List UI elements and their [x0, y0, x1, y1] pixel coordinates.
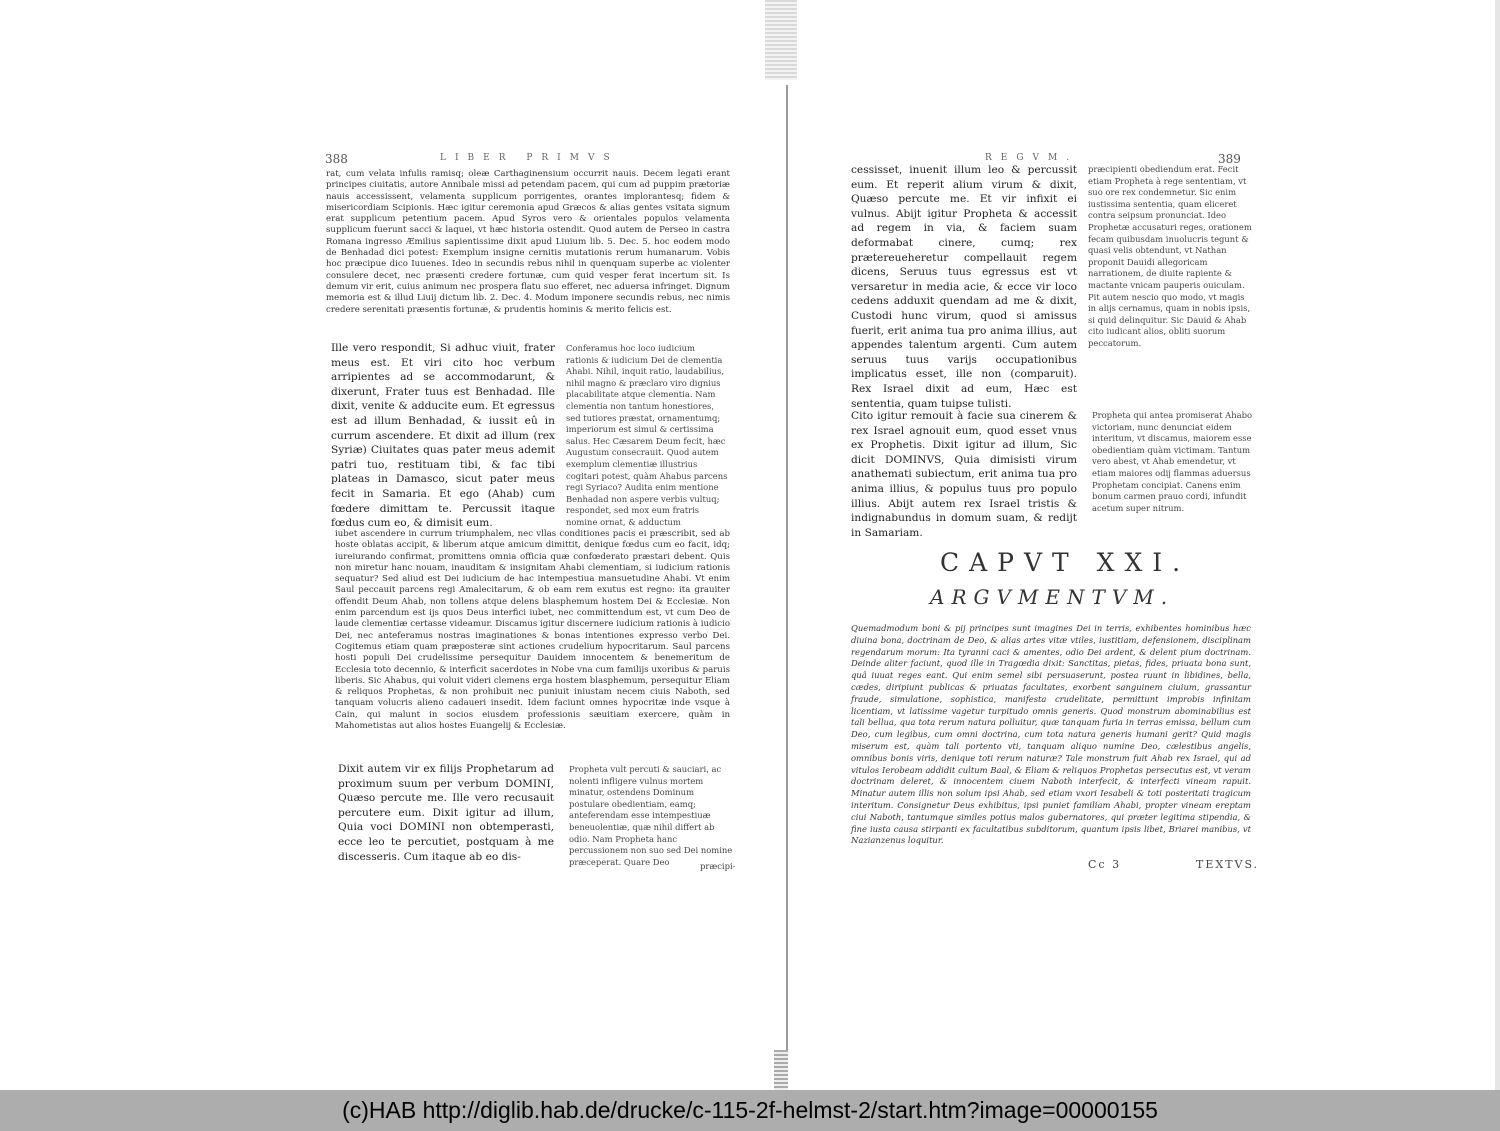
binding-gutter-top	[765, 0, 797, 80]
chapter-title: CAPVT XXI.	[940, 548, 1191, 577]
left-top-commentary: rat, cum velata infulis ramisq; oleæ Carthaginensium occurrit nauis. Decem legati erant principes ciuitatis, autore Annibale missi ad petendam pacem, qui cum ad puppim prætoriæ nauis accessissent, velamenta supplicum porrigentes, orantes implorantesq; fidem & misericordiam Scipionis. Hæc igitur ceremonia apud Græcos & alias gentes vsitata signum erat supplicum petentium pacem. Apud Syros vero & orientales populos velamenta supplicum fuerunt sacci & laquei, vt hæc historia ostendit. Quod autem de Perseo in castra Romana ingresso Æmilius sapientissime dixit apud Liuium lib. 5. Dec. 5. hoc eodem modo de Benhadad dici potest: Exemplum insigne cernitis mutationis rerum humanarum. Vobis hoc præcipue dico Iuuenes. Ideo in secundis rebus nihil in quenquam superbe ac violenter consulere decet, nec præsenti credere fortunæ, cum quid vesper ferat incertum sit. Is demum vir erit, cuius animum nec prospera flatu suo efferet, nec aduersa infringet. Dignum memoria est & illud Liuij dictum lib. 2. Dec. 4. Modum imponere secundis rebus, nec nimis credere serenitati præsentis fortunæ, & prudentis hominis & merito felicis est.	[326, 169, 730, 315]
right-margin-note-1: præcipienti obediendum erat. Fecit etiam Propheta à rege sententiam, vt suo ore rex condemnetur. Sic enim iustissima sententia, quam eliceret contra seipsum pronunciat. Ideo Prophetæ accusaturi reges, orationem fecam quibusdam inuolucris tegunt & quasi velis obtendunt, vt Nathan proponit Dauidi allegoricam narrationem, de diuite rapiente & mactante vnicam pauperis ouiculam. Pit autem nescio quo modo, vt magis in alijs cernamus, quam in nobis ipsis, si quid delinquitur. Sic Dauid & Ahab cito iudicant alios, obliti suorum peccatorum.	[1088, 164, 1252, 348]
signature-mark: Cc 3	[1088, 858, 1122, 871]
argument-title: ARGVMENTVM.	[930, 585, 1175, 609]
right-scripture-block-1: cessisset, inuenit illum leo & percussit eum. Et reperit alium virum & dixit, Quæso percute me. Et vir infixit ei vulnus. Abijt igitur Propheta & accessit ad regem in via, & faciem suam deformabat cinere, cumq; rex prætereueheretur compellauit regem dicens, Seruus tuus egressus est vt versaretur in media acie, & ecce vir loco cedens adduxit quendam ad me & dixit, Custodi hunc virum, quod si amissus fuerit, erit anima tua pro anima illius, aut appendes talentum argenti. Cum autem seruus tuus varijs occupationibus implicatus esset, ille non (comparuit). Rex Israel dixit ad eum, Hæc est sententia, quam tuipse tulisti.	[851, 164, 1077, 410]
right-margin-note-2: Propheta qui antea promiserat Ahabo victoriam, nunc denunciat eidem interitum, vt discamus, maiorem esse obedientiam quàm victimam. Tantum vero abest, vt Ahab emendetur, vt etiam maiores odij flammas aduersus Prophetam concipiat. Canens enim bonum carmen prauo cordi, infundit acetum super nitrum.	[1092, 410, 1253, 513]
left-commentary-2: iubet ascendere in currum triumphalem, nec vllas conditiones pacis ei præscribit, sed ab hoste oblatas accipit, & liberum atque amicum dimittit, denique fœdus cum eo facit, idq; iureiurando confirmat, promittens omnia officia quæ confœderato præstari debent. Quis non miretur hanc nouam, inauditam & insignitam Ahabi clementiam, si iudicium rationis sequatur? Sed aliud est Dei iudicium de hac intempestiua mansuetudine Ahabi. Vt enim Saul peccauit parcens regi Amalecitarum, & ob eam rem exutus est regno: ita grauiter offendit Deum Ahab, non tollens atque delens blasphemum hostem Dei & Ecclesiæ. Non enim parcendum est ijs quos Deus interfici iubet, nec committendum est, vt cum Deo de laude clementiæ certasse videamur. Discamus igitur discernere iudicium rationis à iudicio Dei, nec anteferamus nostras imaginationes & bonas intentiones expresso verbo Dei. Cogitemus etiam quam præposteræ sint actiones crudelium hypocritarum. Saul parcens hosti populi Dei crudelissime persequitur Dauidem innocentem & benemeritum de Ecclesia toto decennio, & interficit sacerdotes in Nobe vna cum familijs uxoribus & paruis liberis. Sic Ahabus, qui voluit videri clemens erga hostem blasphemum, persequitur Eliam & reliquos Prophetas, & non prohibuit nec puniuit iniustam necem ciuis Naboth, sed tanquam volucris alieno cadaueri insedit. Idem faciunt omnes hypocritæ inde vsque à Cain, qui malunt in socios eiusdem professionis sæuitiam exercere, quàm in Mahometistas aut alios hostes Euangelij & Ecclesiæ.	[335, 529, 730, 732]
right-scripture-block-2: Cito igitur remouit à facie sua cinerem & rex Israel agnouit eum, quod esset vnus ex Prophetis. Dixit igitur ad illum, Sic dicit DOMINVS, Quia dimisisti virum anathemati subiectum, erit anima tua pro anima illius, & populus tuus pro populo illius. Abijt autem rex Israel tristis & indignabundus in domum suam, & redijt in Samariam.	[851, 410, 1077, 539]
left-page-number: 388	[325, 152, 348, 166]
right-running-head: REGVM.	[985, 153, 1079, 163]
page-edge-shadow	[1495, 0, 1500, 1090]
copyright-footer: (c)HAB http://diglib.hab.de/drucke/c-115-2f-helmst-2/start.htm?image=00000155	[0, 1090, 1500, 1131]
left-scripture-block-1: Ille vero respondit, Si adhuc viuit, frater meus est. Et viri cito hoc verbum arripientes ad se accommodarunt, & dixerunt, Frater tuus est Benhadad. Ille dixit, venite & adducite eum. Et egressus est ad illum Benhadad, & iussit eû in currum ascendere. Et dixit ad illum (rex Syriæ) Ciuitates quas pater meus ademit patri tuo, restituam tibi, & fac tibi plateas in Damasco, sicut pater meus fecit in Samaria. Et ego (Ahab) cum fœdere dimittam te. Percussit itaque fœdus cum eo, & dimisit eum.	[331, 342, 555, 530]
left-margin-note-2: Propheta vult percuti & sauciari, ac nolenti infligere vulnus mortem minatur, ostendens Dominum postulare obedientiam, eamq; anteferendam esse intempestiuæ beneuolentiæ, quæ nihil differt ab odio. Nam Propheta hanc percussionem non suo sed Dei nomine præceperat. Quare Deo	[569, 764, 733, 867]
page-gutter-line	[786, 85, 788, 1090]
binding-gutter-bottom	[774, 1050, 788, 1090]
left-scripture-block-2: Dixit autem vir ex filijs Prophetarum ad proximum suum per verbum DOMINI, Quæso percute me. Ille vero recusauit percutere eum. Dixit igitur ad illum, Quia voci DOMINI non obtemperasti, ecce leo te percutiet, postquam à me discesseris. Cum itaque ab eo dis-	[338, 763, 554, 863]
right-catchword: TEXTVS.	[1196, 858, 1260, 871]
left-catchword: præcipi-	[700, 861, 736, 871]
right-page-number: 389	[1218, 152, 1241, 166]
argument-text: Quemadmodum boni & pij principes sunt imagines Dei in terris, exhibentes hominibus hæc diuina bona, doctrinam de Deo, & alias artes vitæ vtiles, iustitiam, defensionem, disciplinam regendarum morum: Ita tyranni caci & amentes, odio Dei ardent, & delent pium doctrinam. Deinde aliter faciunt, quod ille in Tragœdia dixit: Sanctitas, pietas, fides, priuata bona sunt, quâ iuuat reges eant. Qui enim semel sibi persuaserunt, postea ruunt in libidines, bella, cædes, diripiunt publicas & priuatas facultates, exorbent sanguinem ciuium, grassantur fraude, simulatione, sophistica, manifesta crudelitate, permittunt improbis infinitam licentiam, vt latissime vagetur turpitudo omnis generis. Quod monstrum abominabilius est tali bellua, qua tota rerum natura polluitur, quæ tanquam furia in terras emissa, bellum cum Deo, cum legibus, cum omni doctrina, cum tota natura generis humani gerit? Quid magis miserum est, quàm tali portento vti, tanquam aliquo numine Deo, cælestibus angelis, omnibus bonis viris, denique toti rerum naturæ? Tale monstrum fuit Ahab rex Israel, qui ad vitulos Ierobeam addidit cultum Baal, & Eliam & reliquos Prophetas persecutus est, vt veram doctrinam deleret, & innocentem ciuem Naboth interfecit, & interfecti vineam rapuit. Minatur autem illis non solum ipsi Ahab, sed etiam vxori Iesabeli & toti posteritati tragicum interitum. Consignetur Deus exhibitus, ipsi puniet familiam Ahabi, propter vineam ereptam ciui Naboth, tantumque similes potius malos gubernatores, qui præter legitima stipendia, & fine iusta causa stirpanti ex facultatibus subditorum, quantum ipsis libet, Briarei manibus, vt Nazianzenus loquitur.	[851, 623, 1251, 846]
left-running-head: LIBER PRIMVS	[440, 153, 619, 163]
left-margin-note-1: Conferamus hoc loco iudicium rationis & iudicium Dei de clementia Ahabi. Nihil, inquit ratio, laudabilius, nihil magno & præclaro viro dignius placabilitate atque clementia. Nam clementia non tantum honestiores, sed tutiores præstat, ornamentumq; imperiorum est simul & certissima salus. Hec Cæsarem Deum fecit, hæc Augustum consecrauit. Quod autem exemplum clementiæ illustrius cogitari potest, quàm Ahabus parcens regi Syriaco? Audita enim mentione Benhadad non aspere verbis vultuq; respondet, sed mox eum fratris nomine ornat, & adductum	[566, 343, 728, 527]
